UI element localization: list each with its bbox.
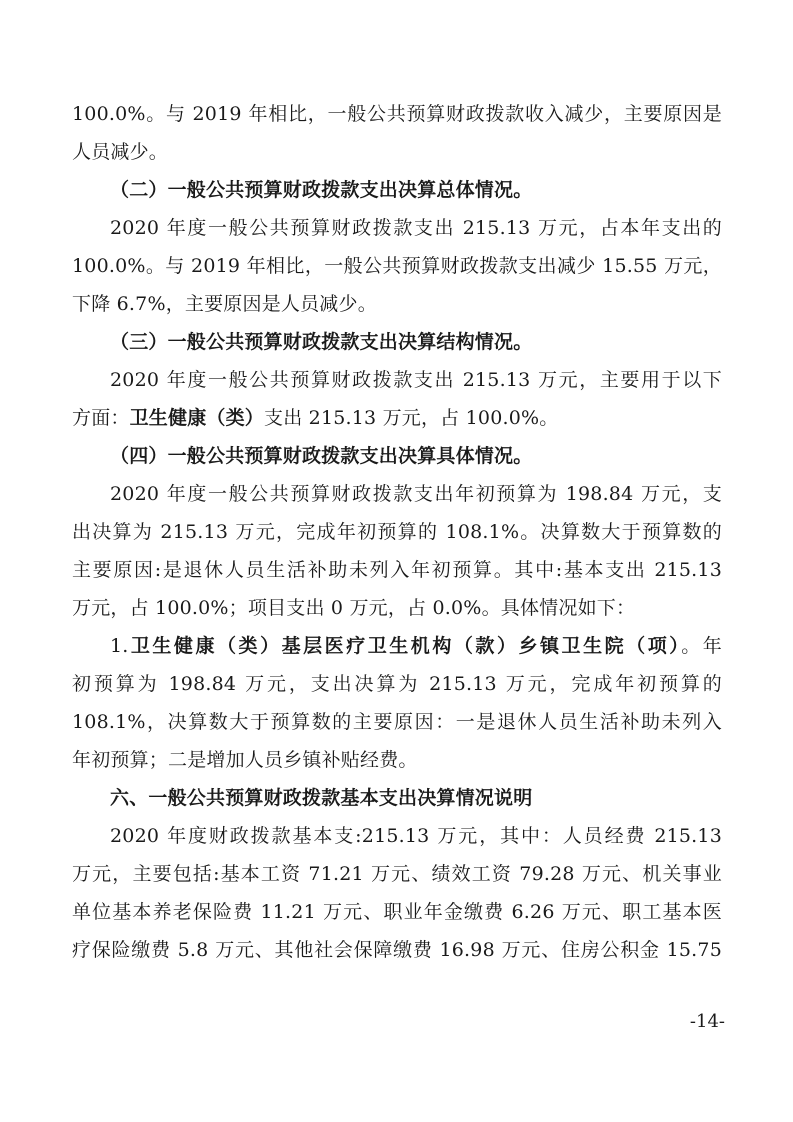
paragraph-line-15: 年初预算；二是增加人员乡镇补贴经费。 xyxy=(72,749,418,771)
paragraph-line-4: 100.0%。与 2019 年相比，一般公共预算财政拨款支出减少 15.55 万元， xyxy=(72,255,722,277)
paragraph-line-16: 2020 年度财政拨款基本支:215.13 万元，其中：人员经费 215.13 xyxy=(110,825,722,847)
category-name: 卫生健康（类） xyxy=(129,407,265,429)
paragraph-line-1: 100.0%。与 2019 年相比，一般公共预算财政拨款收入减少，主要原因是 xyxy=(72,103,722,125)
paragraph-line-7 xyxy=(72,405,722,431)
paragraph-line-2: 人员减少。 xyxy=(72,141,169,163)
page-number: -14- xyxy=(689,1011,725,1032)
paragraph-line-13: 初预算为 198.84 万元，支出决算为 215.13 万元，完成年初预算的 xyxy=(72,673,722,695)
paragraph-line-18: 单位基本养老保险费 11.21 万元、职业年金缴费 6.26 万元、职工基本医 xyxy=(72,901,722,923)
section-heading-2: （二）一般公共预算财政拨款支出决算总体情况。 xyxy=(110,179,533,201)
line-suffix: 。年 xyxy=(681,635,723,657)
line-suffix: 支出 215.13 万元，占 100.0%。 xyxy=(264,407,559,429)
section-heading-4: （四）一般公共预算财政拨款支出决算具体情况。 xyxy=(110,445,533,467)
paragraph-line-8: 2020 年度一般公共预算财政拨款支出年初预算为 198.84 万元，支 xyxy=(110,483,722,505)
item-number: 1. xyxy=(110,635,129,657)
paragraph-line-9: 出决算为 215.13 万元，完成年初预算的 108.1%。决算数大于预算数的 xyxy=(72,521,722,543)
section-heading-6: 六、一般公共预算财政拨款基本支出决算情况说明 xyxy=(110,787,533,809)
paragraph-line-19: 疗保险缴费 5.8 万元、其他社会保障缴费 16.98 万元、住房公积金 15.75 xyxy=(72,939,722,961)
item-category: 卫生健康（类）基层医疗卫生机构（款）乡镇卫生院（项） xyxy=(128,635,682,657)
line-prefix: 方面： xyxy=(72,407,130,429)
paragraph-line-3: 2020 年度一般公共预算财政拨款支出 215.13 万元，占本年支出的 xyxy=(110,217,722,239)
paragraph-line-14: 108.1%，决算数大于预算数的主要原因：一是退休人员生活补助未列入 xyxy=(72,711,722,733)
section-heading-3: （三）一般公共预算财政拨款支出决算结构情况。 xyxy=(110,331,533,353)
paragraph-line-17: 万元，主要包括:基本工资 71.21 万元、绩效工资 79.28 万元、机关事业 xyxy=(72,863,722,885)
paragraph-line-11: 万元，占 100.0%；项目支出 0 万元，占 0.0%。具体情况如下： xyxy=(72,597,636,619)
paragraph-line-5: 下降 6.7%，主要原因是人员减少。 xyxy=(72,293,377,315)
paragraph-line-12 xyxy=(110,633,722,659)
paragraph-line-6: 2020 年度一般公共预算财政拨款支出 215.13 万元，主要用于以下 xyxy=(110,369,722,391)
paragraph-line-10: 主要原因:是退休人员生活补助未列入年初预算。其中:基本支出 215.13 xyxy=(72,559,722,581)
